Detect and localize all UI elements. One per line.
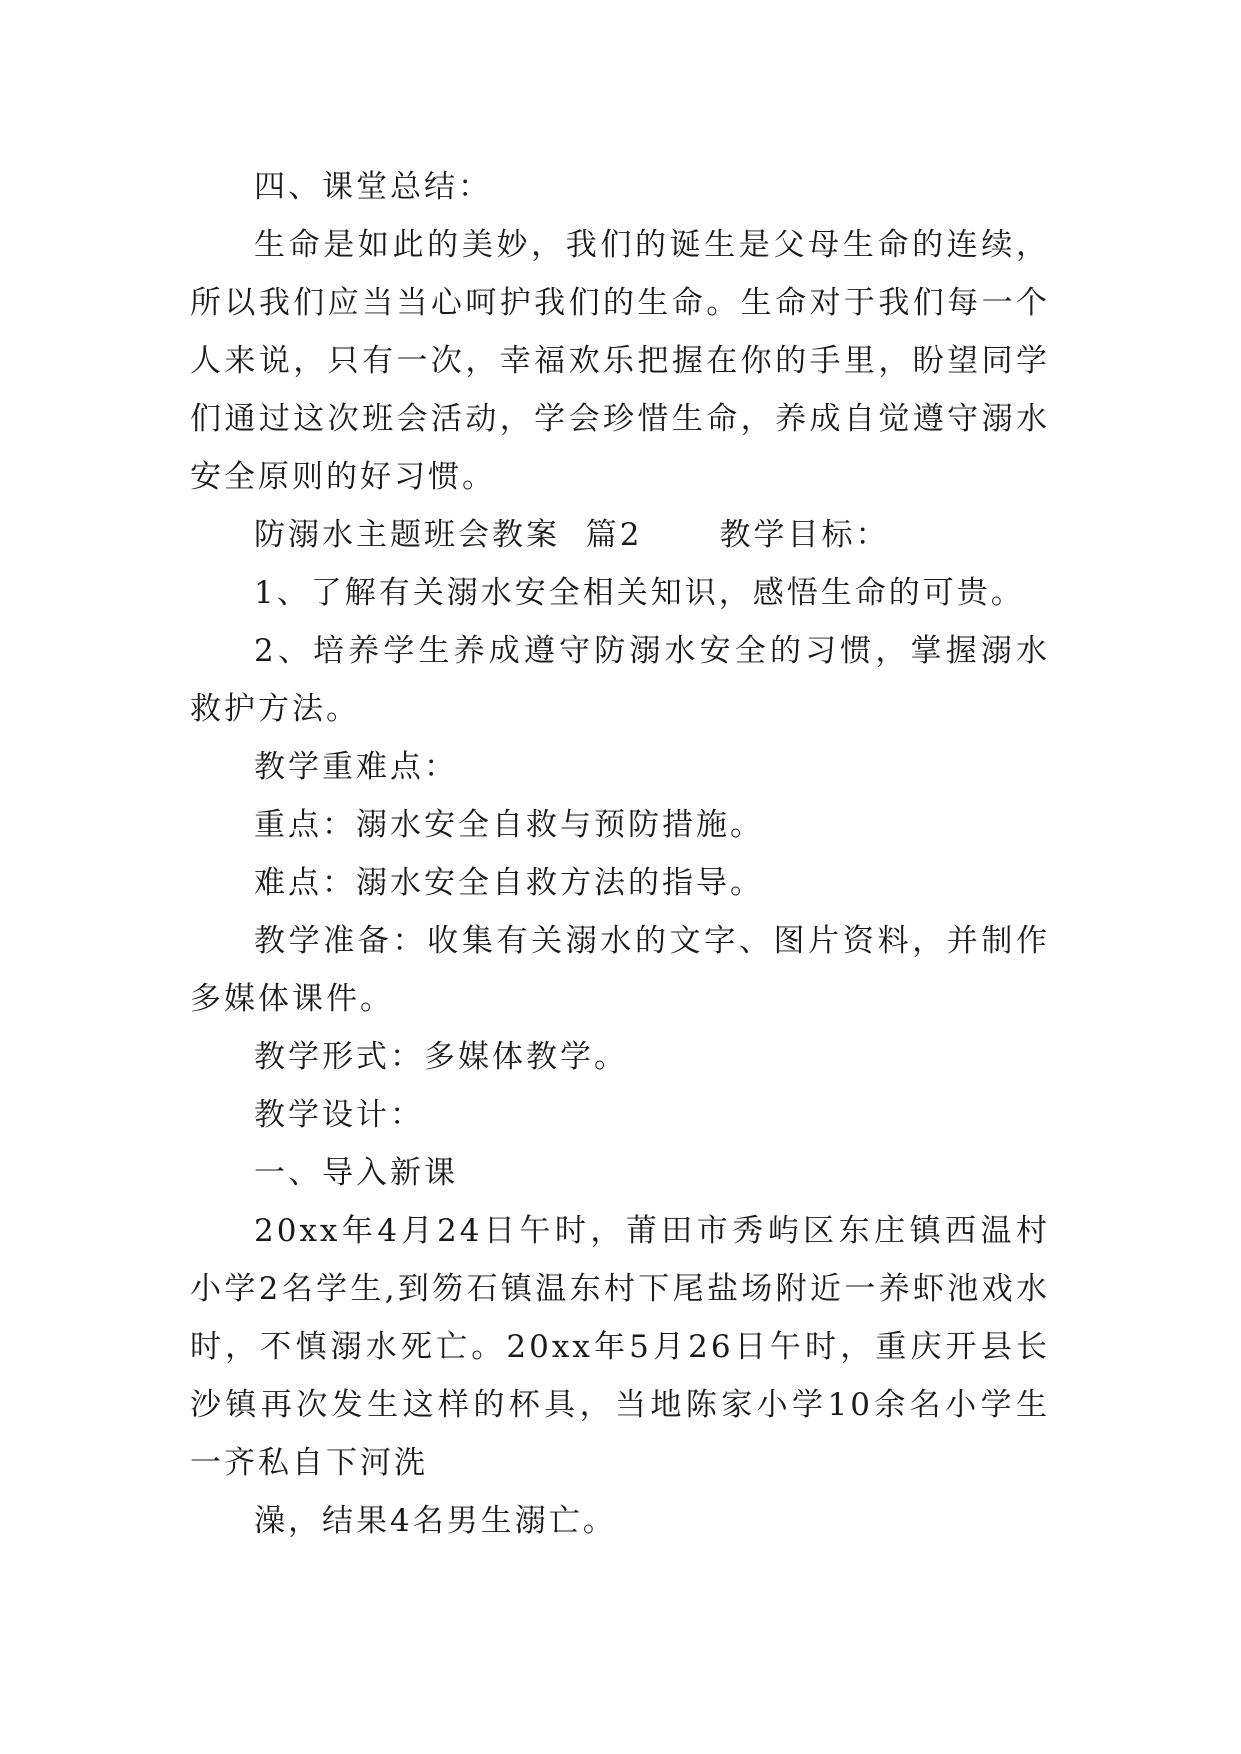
heading-key-points: 教学重难点： xyxy=(254,749,458,785)
paragraph-drowning-result: 澡，结果4名男生溺亡。 xyxy=(254,1503,617,1539)
goal-item-1: 1、了解有关溺水安全相关知识，感悟生命的可贵。 xyxy=(254,575,1025,611)
paragraph-drowning-cases: 20xx年4月24日午时，莆田市秀屿区东庄镇西温村小学2名学生,到笏石镇温东村下尾盐场附近一养虾池戏水时，不慎溺水死亡。20xx年5月26日午时，重庆开县长沙镇再次发生这样的杯具，当地陈家小学10余名小学生一齐私自下河洗 xyxy=(190,1213,1050,1481)
heading-lesson-plan-2: 防溺水主题班会教案 篇2 教学目标： xyxy=(254,517,890,553)
teaching-form: 教学形式：多媒体教学。 xyxy=(254,1039,628,1075)
heading-teaching-design: 教学设计： xyxy=(254,1097,424,1133)
heading-introduction: 一、导入新课 xyxy=(254,1155,458,1191)
paragraph-life-summary: 生命是如此的美妙，我们的诞生是父母生命的连续，所以我们应当当心呵护我们的生命。生命对于我们每一个人来说，只有一次，幸福欢乐把握在你的手里，盼望同学们通过这次班会活动，学会珍惜生命，养成自觉遵守溺水安全原则的好习惯。 xyxy=(190,227,1050,495)
key-point: 重点：溺水安全自救与预防措施。 xyxy=(254,807,764,843)
heading-class-summary: 四、课堂总结： xyxy=(254,169,492,205)
teaching-preparation: 教学准备：收集有关溺水的文字、图片资料，并制作多媒体课件。 xyxy=(190,923,1050,1017)
difficult-point: 难点：溺水安全自救方法的指导。 xyxy=(254,865,764,901)
document-page xyxy=(190,158,1050,1550)
goal-item-2: 2、培养学生养成遵守防溺水安全的习惯，掌握溺水救护方法。 xyxy=(190,633,1050,727)
